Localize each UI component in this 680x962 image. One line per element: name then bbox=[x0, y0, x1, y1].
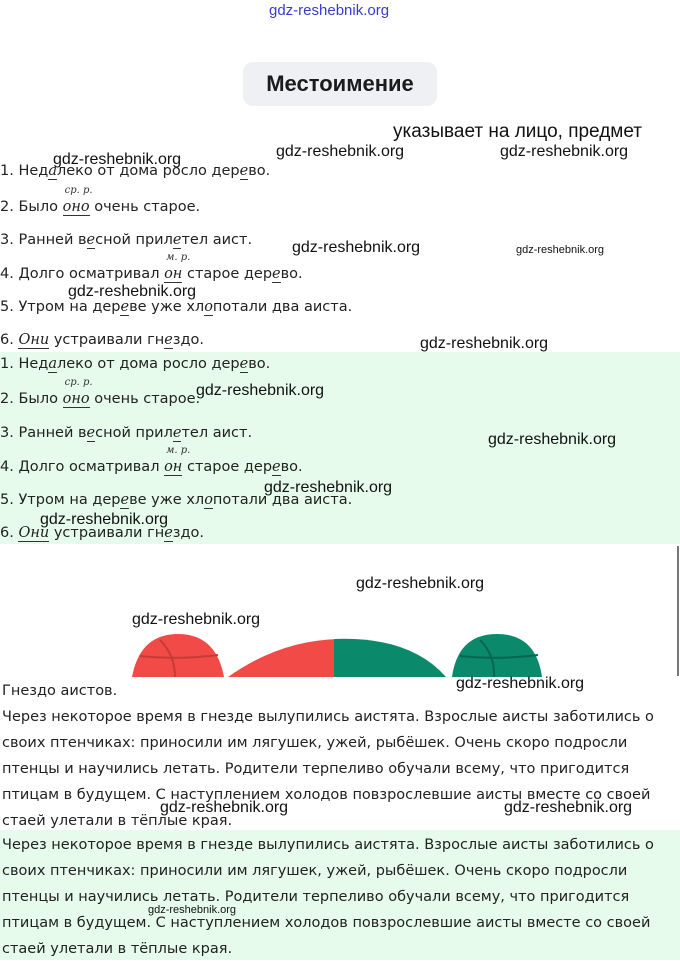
sentence-5: 5. Утром на дереве уже хлопотали два аиста. bbox=[0, 299, 353, 315]
watermark: gdz-reshebnik.org bbox=[276, 143, 405, 160]
paragraph: Через некоторое время в гнезде вылупились аистята. Взрослые аисты заботились о своих птенчиках: приносили им лягушек, ужей, рыбёшек. Очень скоро подросли птенцы и научились летать. Родители терпеливо обучали всему, что пригодится птицам в будущем. С наступлением холодов повзрослевшие аисты вместе со своей стаей улетали в тёплые края. bbox=[2, 709, 654, 829]
watermark: gdz-reshebnik.org bbox=[504, 799, 633, 816]
watermark: gdz-reshebnik.org bbox=[456, 675, 585, 692]
pronoun: он bbox=[164, 266, 183, 282]
gram-label-neuter: ср. р. bbox=[64, 185, 93, 196]
watermark: gdz-reshebnik.org bbox=[148, 904, 237, 916]
sentence-4: 4. Долго осматривал м. р. он старое дерево. bbox=[0, 445, 303, 475]
sentence-2: 2. Было ср. р. оно очень старое. bbox=[0, 185, 201, 215]
watermark: gdz-reshebnik.org bbox=[356, 575, 485, 592]
paragraph: Через некоторое время в гнезде вылупились аистята. Взрослые аисты заботились о своих птенчиках: приносили им лягушек, ужей, рыбёшек. Очень скоро подросли птенцы и научились летать. Родители терпеливо обучали всему, что пригодится птицам в будущем. С наступлением холодов повзрослевшие аисты вместе со своей стаей улетали в тёплые края. bbox=[2, 837, 654, 957]
divider bbox=[677, 546, 679, 676]
sentence-3: 3. Ранней весной прилетел аист. bbox=[0, 232, 253, 248]
sentence-4: 4. Долго осматривал м. р. он старое дерево. bbox=[0, 252, 303, 282]
sentence-3: 3. Ранней весной прилетел аист. bbox=[0, 425, 253, 441]
sentence-2: 2. Было ср. р. оно очень старое. bbox=[0, 377, 201, 407]
gram-label-masc: м. р. bbox=[166, 445, 191, 456]
watermark: gdz-reshebnik.org bbox=[269, 2, 390, 19]
sentence-6: 6. Они устраивали гнездо. bbox=[0, 332, 204, 348]
watermark: gdz-reshebnik.org bbox=[68, 283, 197, 300]
watermark: gdz-reshebnik.org bbox=[160, 799, 289, 816]
sentence-1: 1. Недалеко от дома росло дерево. bbox=[0, 356, 271, 372]
watermark: gdz-reshebnik.org bbox=[264, 479, 393, 496]
pronoun: оно bbox=[62, 199, 90, 215]
pronoun: Они bbox=[18, 332, 50, 348]
watermark: gdz-reshebnik.org bbox=[292, 239, 421, 256]
watermark: gdz-reshebnik.org bbox=[420, 335, 549, 352]
sentence-6: 6. Они устраивали гнездо. bbox=[0, 525, 204, 541]
watermark: gdz-reshebnik.org bbox=[132, 611, 261, 628]
watermark: gdz-reshebnik.org bbox=[40, 511, 169, 528]
decorative-illustration bbox=[0, 600, 680, 680]
sentence-1: 1. Недалеко от дома росло дерево. bbox=[0, 163, 271, 179]
gram-label-masc: м. р. bbox=[166, 252, 191, 263]
page-title: Местоимение bbox=[243, 62, 437, 106]
gram-label-neuter: ср. р. bbox=[64, 377, 93, 388]
pronoun: оно bbox=[62, 391, 90, 407]
watermark: gdz-reshebnik.org bbox=[488, 431, 617, 448]
pronoun: Они bbox=[18, 525, 50, 541]
subtitle: указывает на лицо, предмет bbox=[393, 121, 642, 142]
pronoun: он bbox=[164, 459, 183, 475]
caption: Гнездо аистов. bbox=[2, 683, 118, 699]
watermark: gdz-reshebnik.org bbox=[53, 151, 182, 168]
watermark: gdz-reshebnik.org bbox=[516, 244, 605, 256]
sentence-5: 5. Утром на дереве уже хлопотали два аиста. bbox=[0, 492, 353, 508]
watermark: gdz-reshebnik.org bbox=[500, 143, 629, 160]
watermark: gdz-reshebnik.org bbox=[196, 382, 325, 399]
